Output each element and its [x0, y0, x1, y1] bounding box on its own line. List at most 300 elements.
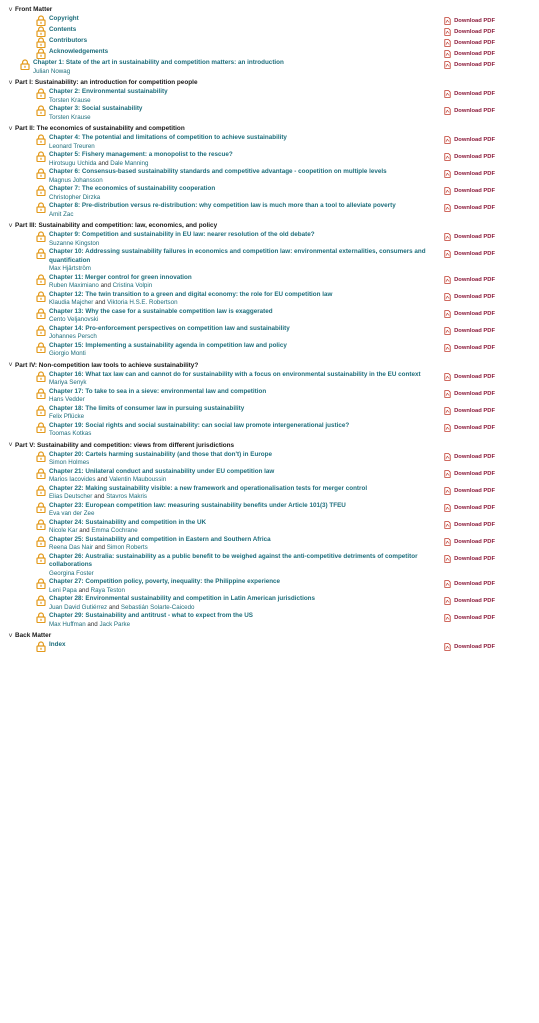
download-pdf-button[interactable] [444, 90, 495, 98]
author-link[interactable]: Suzanne Kingston [49, 239, 100, 247]
author-separator: and [85, 620, 100, 628]
download-pdf-button[interactable] [444, 153, 495, 161]
download-pdf-button[interactable] [444, 390, 495, 398]
author-link[interactable]: Emma Cochrane [91, 527, 138, 534]
download-pdf-button[interactable] [444, 327, 495, 335]
author-link[interactable]: Amit Zac [49, 210, 74, 218]
chevron-down-icon[interactable]: ˅ [8, 125, 13, 133]
toc-entry [6, 553, 533, 579]
lock-icon [36, 595, 46, 606]
chapter-authors [49, 604, 438, 613]
chapter-title-link[interactable]: Contents [49, 26, 77, 33]
download-pdf-label: Download PDF [454, 18, 495, 24]
author-link[interactable]: Max Huffman [49, 620, 86, 628]
chevron-down-icon[interactable]: ˅ [8, 442, 13, 449]
chapter-title-link[interactable]: Chapter 24: Sustainability and competition in the UK [49, 518, 207, 526]
entry-text [49, 105, 438, 122]
entry-text [49, 485, 438, 502]
chapter-authors [49, 282, 438, 291]
author-link[interactable]: Jack Parke [99, 620, 131, 628]
download-pdf-label: Download PDF [454, 487, 495, 494]
section-title: Part V: Sustainability and competition: views from different jurisdictions [15, 441, 235, 449]
section-header[interactable] [6, 5, 533, 15]
chapter-authors [49, 350, 438, 359]
author-link[interactable]: Max Hjärtström [49, 265, 91, 272]
lock-icon [36, 451, 46, 462]
section-header[interactable] [6, 361, 533, 371]
pdf-icon [444, 50, 454, 58]
toc-entry [6, 388, 533, 405]
author-link[interactable]: Felix Pflücke [49, 413, 85, 420]
entry-text [49, 519, 438, 536]
download-pdf-button[interactable] [444, 597, 495, 605]
entry-text [49, 536, 438, 553]
chapter-title-link[interactable]: Chapter 5: Fishery management: a monopolist to the rescue? [49, 151, 233, 158]
lock-icon [36, 134, 46, 145]
lock-icon [36, 37, 46, 48]
author-separator: and [93, 544, 107, 551]
download-pdf-button[interactable] [444, 107, 495, 115]
toc-entry [6, 502, 533, 519]
download-pdf-button[interactable] [444, 614, 495, 622]
download-pdf-button[interactable] [444, 28, 495, 36]
download-pdf-button[interactable] [444, 504, 495, 512]
chapter-title-link[interactable]: Chapter 13: Why the case for a sustainable competition law is exaggerated [49, 307, 273, 315]
chapter-title-link[interactable]: Chapter 7: The economics of sustainability cooperation [49, 185, 216, 192]
author-link[interactable]: Simon Roberts [106, 544, 148, 551]
download-pdf-button[interactable] [444, 580, 495, 588]
download-pdf-label: Download PDF [454, 504, 495, 511]
chapter-title-link[interactable]: Chapter 29: Sustainability and antitrust - what to expect from the US [49, 612, 253, 619]
author-link[interactable]: Torsten Krause [49, 113, 91, 121]
author-link[interactable]: Valentin Mauboussin [109, 476, 167, 483]
pdf-icon [444, 61, 454, 69]
author-link[interactable]: Magnus Johansson [49, 176, 103, 184]
toc-entry [6, 88, 533, 105]
download-pdf-label: Download PDF [454, 424, 495, 431]
download-pdf-label: Download PDF [454, 154, 495, 160]
chapter-title-link[interactable]: Chapter 6: Consensus-based sustainability standards and competitive advantage - coopetition on multiple levels [49, 168, 387, 175]
toc-entry [6, 485, 533, 502]
toc-entry [6, 291, 533, 308]
download-pdf-label: Download PDF [454, 538, 495, 545]
chapter-authors [49, 570, 438, 579]
download-pdf-label: Download PDF [454, 310, 495, 317]
chapter-authors [49, 413, 438, 422]
chapter-title-link[interactable]: Chapter 9: Competition and sustainability in EU law: nearer resolution of the old debate? [49, 231, 315, 238]
entry-text [49, 291, 438, 308]
download-pdf-button[interactable] [444, 276, 495, 284]
toc-entry [6, 202, 533, 219]
lock-icon [36, 291, 46, 302]
download-pdf-button[interactable] [444, 17, 495, 25]
lock-icon [36, 422, 46, 433]
author-separator: and [107, 603, 121, 611]
chevron-down-icon[interactable]: ˅ [8, 632, 13, 640]
author-separator: and [93, 299, 108, 306]
toc-entry [6, 105, 533, 122]
download-pdf-button[interactable] [444, 470, 495, 478]
toc-entry [6, 48, 533, 59]
download-pdf-button[interactable] [444, 170, 495, 178]
toc-entry [6, 15, 533, 26]
chapter-title-link[interactable]: Chapter 25: Sustainability and competition in Eastern and Southern Africa [49, 535, 271, 543]
author-link[interactable]: Klaudia Majcher [49, 299, 94, 306]
author-separator: and [96, 159, 111, 167]
section-header[interactable] [6, 78, 533, 88]
section-title: Part III: Sustainability and competition: law, economics, and policy [15, 222, 218, 229]
chapter-title-link[interactable]: Chapter 28: Environmental sustainability and competition in Latin American jurisdictions [49, 595, 316, 602]
download-pdf-label: Download PDF [454, 521, 495, 528]
pdf-icon [444, 521, 454, 529]
entry-text [49, 231, 438, 248]
lock-icon [36, 641, 46, 652]
chapter-title-link[interactable]: Acknowledgements [49, 48, 109, 55]
author-separator: and [76, 586, 91, 594]
toc-entry [6, 468, 533, 485]
toc-entry [6, 519, 533, 536]
pdf-icon [444, 487, 454, 495]
pdf-icon [444, 538, 454, 546]
lock-icon [36, 48, 46, 59]
pdf-icon [444, 453, 454, 461]
chapter-title-link[interactable]: Chapter 20: Cartels harming sustainability (and those that don't) in Europe [49, 450, 272, 458]
chapter-title-link[interactable]: Copyright [49, 15, 79, 22]
download-pdf-button[interactable] [444, 453, 495, 461]
entry-text [49, 612, 438, 629]
download-pdf-button[interactable] [444, 310, 495, 318]
chevron-down-icon[interactable]: ˅ [8, 79, 13, 87]
download-pdf-button[interactable] [444, 424, 495, 432]
lock-icon [36, 536, 46, 547]
section-header[interactable] [6, 631, 533, 641]
chapter-authors [49, 396, 438, 405]
author-link[interactable]: Juan David Gutiérrez [49, 603, 108, 611]
lock-icon [36, 202, 46, 213]
download-pdf-button[interactable] [444, 373, 495, 381]
author-separator: and [95, 476, 110, 483]
toc-entry [6, 422, 533, 439]
chapter-title-link[interactable]: Chapter 22: Making sustainability visible: a new framework and operationalisation tests for merger control [49, 484, 368, 492]
author-link[interactable]: Mariya Senyk [49, 379, 87, 386]
pdf-icon [444, 310, 454, 318]
download-pdf-button[interactable] [444, 293, 495, 301]
download-pdf-label: Download PDF [454, 108, 495, 114]
section-title: Front Matter [15, 6, 53, 13]
toc-entry [6, 37, 533, 48]
toc-entry [6, 185, 533, 202]
chapter-title-link[interactable]: Chapter 12: The twin transition to a green and digital economy: the role for EU competition law [49, 290, 333, 298]
chapter-title-link[interactable]: Chapter 23: European competition law: measuring sustainability benefits under Article 101(3) TFEU [49, 501, 346, 509]
chapter-title-link[interactable]: Chapter 21: Unilateral conduct and sustainability under EU competition law [49, 467, 275, 475]
toc-entry [6, 641, 533, 652]
toc-entry [6, 151, 533, 168]
author-link[interactable]: Raya Teston [90, 586, 125, 594]
author-link[interactable]: Cristina Volpin [112, 282, 153, 289]
author-separator: and [98, 282, 113, 289]
download-pdf-button[interactable] [444, 344, 495, 352]
section-title: Back Matter [15, 632, 52, 639]
section-header[interactable] [6, 221, 533, 231]
pdf-icon [444, 555, 454, 563]
pdf-icon [444, 614, 454, 622]
download-pdf-label: Download PDF [454, 344, 495, 351]
chapter-authors [49, 544, 438, 553]
entry-text [49, 371, 438, 388]
pdf-icon [444, 504, 454, 512]
chapter-title-link[interactable]: Chapter 17: To take to sea in a sieve: environmental law and competition [49, 387, 267, 395]
entry-text [49, 202, 438, 219]
toc-entry [6, 612, 533, 629]
download-pdf-button[interactable] [444, 521, 495, 529]
pdf-icon [444, 276, 454, 284]
section-header[interactable] [6, 441, 533, 451]
lock-icon [36, 578, 46, 589]
chapter-authors [49, 476, 438, 485]
section-header[interactable] [6, 124, 533, 134]
pdf-icon [444, 327, 454, 335]
download-pdf-button[interactable] [444, 250, 495, 258]
download-pdf-label: Download PDF [454, 373, 495, 380]
author-link[interactable]: Sebastián Solarte-Caicedo [120, 603, 195, 611]
author-link[interactable]: Leonard Treuren [49, 142, 95, 150]
entry-text [49, 15, 438, 24]
author-link[interactable]: Stavros Makris [106, 493, 148, 500]
lock-icon [36, 151, 46, 162]
chevron-down-icon[interactable]: ˅ [8, 222, 13, 230]
author-link[interactable]: Christopher Dirzka [49, 193, 101, 201]
pdf-icon [444, 153, 454, 161]
toc-entry [6, 59, 533, 76]
entry-text [49, 185, 438, 202]
chapter-authors [49, 459, 438, 468]
entry-text [49, 88, 438, 105]
download-pdf-button[interactable] [444, 50, 495, 58]
download-pdf-label: Download PDF [454, 251, 495, 257]
pdf-icon [444, 293, 454, 301]
chapter-title-link[interactable]: Chapter 16: What tax law can and cannot do for sustainability with a focus on environmental sustainability in the EU context [49, 370, 421, 378]
author-link[interactable]: Torsten Krause [49, 96, 91, 104]
download-pdf-label: Download PDF [454, 51, 495, 57]
section-title: Part I: Sustainability: an introduction for competition people [15, 79, 198, 86]
author-link[interactable]: Elias Deutscher [49, 493, 93, 500]
chapter-authors [49, 493, 438, 502]
author-link[interactable]: Dale Manning [110, 159, 149, 167]
download-pdf-label: Download PDF [454, 644, 495, 650]
pdf-icon [444, 107, 454, 115]
chapter-authors [49, 430, 438, 439]
lock-icon [36, 88, 46, 99]
author-link[interactable]: Giorgio Monti [49, 350, 86, 357]
entry-text [49, 274, 438, 291]
lock-icon [36, 553, 46, 564]
author-link[interactable]: Nicole Kar [49, 527, 78, 534]
pdf-icon [444, 407, 454, 415]
pdf-icon [444, 187, 454, 195]
pdf-icon [444, 580, 454, 588]
download-pdf-label: Download PDF [454, 234, 495, 240]
download-pdf-button[interactable] [444, 555, 495, 563]
author-link[interactable]: Hans Vedder [49, 396, 85, 403]
download-pdf-button[interactable] [444, 136, 495, 144]
pdf-icon [444, 204, 454, 212]
download-pdf-label: Download PDF [454, 205, 495, 211]
author-link[interactable]: Georgina Foster [49, 569, 94, 577]
lock-icon [36, 342, 46, 353]
lock-icon [36, 388, 46, 399]
chapter-title-link[interactable]: Chapter 10: Addressing sustainability failures in economics and competition law: environmental externalities, consumers and quantification [49, 248, 426, 264]
download-pdf-label: Download PDF [454, 581, 495, 587]
download-pdf-button[interactable] [444, 61, 495, 69]
toc-entry [6, 26, 533, 37]
download-pdf-label: Download PDF [454, 407, 495, 414]
lock-icon [36, 371, 46, 382]
chapter-authors [49, 510, 438, 519]
chapter-authors [49, 114, 438, 123]
author-link[interactable]: Viktoria H.S.E. Robertson [107, 299, 178, 306]
chapter-title-link[interactable]: Contributors [49, 37, 88, 44]
pdf-icon [444, 424, 454, 432]
lock-icon [36, 405, 46, 416]
entry-text [49, 26, 438, 35]
lock-icon [36, 485, 46, 496]
chapter-title-link[interactable]: Chapter 26: Australia: sustainability as a public benefit to be weighed against the anti-competitive detriments of competitor collaborations [49, 552, 418, 568]
toc-entry [6, 371, 533, 388]
author-link[interactable]: Leni Papa [49, 586, 77, 594]
download-pdf-button[interactable] [444, 487, 495, 495]
chapter-title-link[interactable]: Chapter 15: Implementing a sustainability agenda in competition law and policy [49, 341, 287, 349]
lock-icon [36, 274, 46, 285]
download-pdf-button[interactable] [444, 538, 495, 546]
lock-icon [20, 59, 30, 70]
entry-text [33, 59, 438, 76]
download-pdf-button[interactable] [444, 187, 495, 195]
entry-text [49, 553, 438, 579]
author-link[interactable]: Hirotsugu Uchida [49, 159, 97, 167]
chapter-title-link[interactable]: Chapter 14: Pro-enforcement perspectives on competition law and sustainability [49, 324, 290, 332]
entry-text [49, 578, 438, 595]
chapter-authors [49, 379, 438, 388]
toc-entry [6, 274, 533, 291]
pdf-icon [444, 39, 454, 47]
section-title: Part IV: Non-competition law tools to achieve sustainability? [15, 361, 199, 369]
chapter-title-link[interactable]: Index [49, 641, 66, 648]
pdf-icon [444, 344, 454, 352]
toc-entry [6, 168, 533, 185]
author-link[interactable]: Cento Veljanovski [49, 316, 99, 323]
chapter-title-link[interactable]: Chapter 27: Competition policy, poverty, inequality: the Philippine experience [49, 578, 281, 585]
chapter-title-link[interactable]: Chapter 4: The potential and limitations of competition to achieve sustainability [49, 134, 287, 141]
chapter-authors [49, 587, 438, 596]
chapter-title-link[interactable]: Chapter 18: The limits of consumer law in pursuing sustainability [49, 404, 245, 412]
chapter-title-link[interactable]: Chapter 8: Pre-distribution versus re-distribution: why competition law is much more than a tool to alleviate poverty [49, 202, 396, 209]
lock-icon [36, 468, 46, 479]
author-link[interactable]: Toomas Kotkas [49, 430, 92, 437]
chapter-title-link[interactable]: Chapter 1: State of the art in sustainability and competition matters: an introduction [33, 59, 284, 66]
entry-text [49, 48, 438, 57]
chapter-authors [49, 527, 438, 536]
author-link[interactable]: Julian Nowag [33, 67, 71, 75]
entry-text [49, 502, 438, 519]
author-link[interactable]: Johannes Persch [49, 333, 97, 340]
toc-entry [6, 342, 533, 359]
toc-entry [6, 405, 533, 422]
entry-text [49, 325, 438, 342]
lock-icon [36, 231, 46, 242]
entry-text [49, 641, 438, 650]
entry-text [49, 151, 438, 168]
entry-text [49, 134, 438, 151]
pdf-icon [444, 373, 454, 381]
chapter-authors [49, 316, 438, 325]
chapter-title-link[interactable]: Chapter 2: Environmental sustainability [49, 88, 168, 95]
download-pdf-button[interactable] [444, 39, 495, 47]
chapter-authors [49, 621, 438, 630]
lock-icon [36, 185, 46, 196]
download-pdf-label: Download PDF [454, 171, 495, 177]
download-pdf-button[interactable] [444, 407, 495, 415]
author-link[interactable]: Marios Iacovides [49, 476, 96, 483]
pdf-icon [444, 250, 454, 258]
lock-icon [36, 308, 46, 319]
chapter-title-link[interactable]: Chapter 3: Social sustainability [49, 105, 143, 112]
entry-text [49, 308, 438, 325]
download-pdf-label: Download PDF [454, 615, 495, 621]
toc-entry [6, 308, 533, 325]
download-pdf-button[interactable] [444, 643, 495, 651]
author-link[interactable]: Reena Das Nair [49, 544, 94, 551]
chapter-authors [49, 194, 438, 203]
entry-text [49, 422, 438, 439]
lock-icon [36, 612, 46, 623]
author-link[interactable]: Simon Holmes [49, 459, 90, 466]
chapter-title-link[interactable]: Chapter 19: Social rights and social sustainability: can social law promote intergenerational justice? [49, 421, 350, 429]
lock-icon [36, 519, 46, 530]
chevron-down-icon[interactable]: ˅ [8, 362, 13, 369]
download-pdf-label: Download PDF [454, 293, 495, 300]
chapter-authors [49, 143, 438, 152]
chapter-authors [49, 177, 438, 186]
download-pdf-label: Download PDF [454, 390, 495, 397]
pdf-icon [444, 136, 454, 144]
entry-text [49, 388, 438, 405]
entry-text [49, 468, 438, 485]
pdf-icon [444, 597, 454, 605]
author-link[interactable]: Ruben Maximiano [49, 282, 99, 289]
toc-entry [6, 248, 533, 274]
chapter-authors [49, 333, 438, 342]
chapter-title-link[interactable]: Chapter 11: Merger control for green innovation [49, 273, 192, 281]
pdf-icon [444, 28, 454, 36]
toc-entry [6, 325, 533, 342]
author-link[interactable]: Eva van der Zee [49, 510, 95, 517]
chapter-authors [49, 211, 438, 220]
pdf-icon [444, 17, 454, 25]
toc-entry [6, 595, 533, 612]
chevron-down-icon[interactable]: ˅ [8, 6, 13, 14]
lock-icon [36, 502, 46, 513]
chapter-authors [49, 240, 438, 249]
download-pdf-label: Download PDF [454, 276, 495, 283]
download-pdf-button[interactable] [444, 204, 495, 212]
download-pdf-label: Download PDF [454, 137, 495, 143]
chapter-authors [49, 265, 438, 274]
pdf-icon [444, 233, 454, 241]
pdf-icon [444, 170, 454, 178]
lock-icon [36, 168, 46, 179]
chapter-authors [49, 97, 438, 106]
download-pdf-button[interactable] [444, 233, 495, 241]
